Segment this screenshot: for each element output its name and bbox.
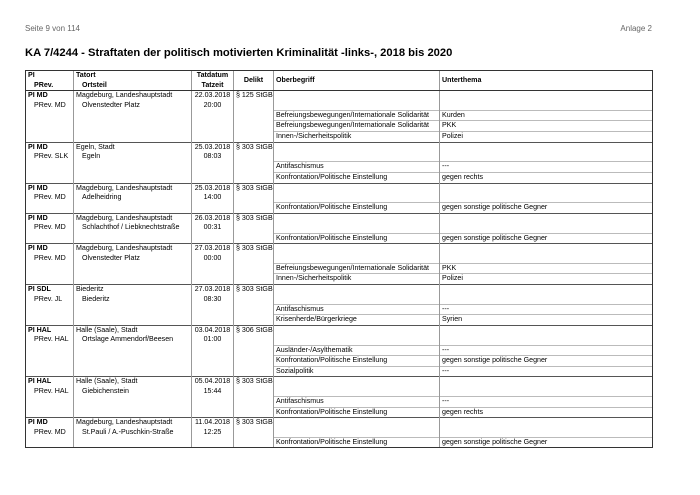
cell-delikt: § 303 StGB <box>234 213 274 223</box>
cell-empty <box>440 428 653 438</box>
cell-tatdatum: 11.04.2018 <box>192 418 234 428</box>
cell-tatzeit: 00:00 <box>192 254 234 264</box>
record-subrow <box>26 387 653 397</box>
cell-unterthema: --- <box>440 162 653 173</box>
cell-unterthema: gegen rechts <box>440 172 653 183</box>
cell-empty <box>192 397 234 408</box>
header-delikt: Delikt <box>234 76 274 86</box>
cell-empty <box>234 223 274 233</box>
cell-empty <box>74 437 192 448</box>
cell-empty <box>440 152 653 162</box>
cell-oberbegriff: Ausländer-/Asylthematik <box>274 345 440 356</box>
cell-unterthema: PKK <box>440 263 653 274</box>
cell-tatzeit: 14:00 <box>192 193 234 203</box>
cell-empty <box>440 377 653 387</box>
cell-tatort: Magdeburg, Landeshauptstadt <box>74 91 192 101</box>
topic-row <box>26 315 653 326</box>
topic-row <box>26 274 653 285</box>
cell-delikt: § 306 StGB <box>234 325 274 335</box>
cell-oberbegriff: Sozialpolitik <box>274 366 440 377</box>
cell-tatdatum: 25.03.2018 <box>192 142 234 152</box>
cell-unterthema: Polizei <box>440 274 653 285</box>
cell-empty <box>26 345 74 356</box>
cell-unterthema: PKK <box>440 121 653 132</box>
topic-row <box>26 437 653 448</box>
cell-oberbegriff: Konfrontation/Politische Einstellung <box>274 233 440 244</box>
record-row <box>26 325 653 335</box>
cell-empty <box>192 315 234 326</box>
cell-tatdatum: 25.03.2018 <box>192 183 234 193</box>
cell-empty <box>192 356 234 367</box>
cell-ortsteil: Adelheidring <box>74 193 192 203</box>
cell-empty <box>274 152 440 162</box>
record-subrow <box>26 193 653 203</box>
cell-empty <box>74 162 192 173</box>
cell-empty <box>26 407 74 418</box>
cell-empty <box>274 428 440 438</box>
cell-tatdatum: 03.04.2018 <box>192 325 234 335</box>
topic-row <box>26 263 653 274</box>
cell-empty <box>74 356 192 367</box>
cell-empty <box>234 193 274 203</box>
cell-empty <box>26 203 74 214</box>
cell-empty <box>74 132 192 143</box>
cell-delikt: § 303 StGB <box>234 377 274 387</box>
cell-empty <box>234 295 274 305</box>
cell-empty <box>74 366 192 377</box>
cell-oberbegriff: Befreiungsbewegungen/Internationale Solidarität <box>274 110 440 121</box>
cell-empty <box>74 304 192 315</box>
cell-empty <box>26 356 74 367</box>
header-pi: PI <box>26 71 74 81</box>
cell-empty <box>192 407 234 418</box>
cell-empty <box>26 304 74 315</box>
cell-prev: PRev. HAL <box>26 387 74 397</box>
cell-delikt: § 303 StGB <box>234 142 274 152</box>
cell-ortsteil: Egeln <box>74 152 192 162</box>
cell-delikt: § 303 StGB <box>234 284 274 294</box>
cell-empty <box>74 345 192 356</box>
topic-row <box>26 203 653 214</box>
cell-unterthema: Kurden <box>440 110 653 121</box>
record-subrow <box>26 335 653 345</box>
header-unterthema: Unterthema <box>440 76 653 86</box>
cell-empty <box>234 172 274 183</box>
cell-empty <box>74 315 192 326</box>
cell-empty <box>26 263 74 274</box>
cell-tatort: Magdeburg, Landeshauptstadt <box>74 244 192 254</box>
cell-pi: PI HAL <box>26 325 74 335</box>
cell-tatdatum: 27.03.2018 <box>192 244 234 254</box>
cell-empty <box>274 295 440 305</box>
cell-empty <box>274 325 440 335</box>
cell-empty <box>26 162 74 173</box>
cell-empty <box>234 132 274 143</box>
cell-prev: PRev. MD <box>26 223 74 233</box>
cell-prev: PRev. JL <box>26 295 74 305</box>
record-row <box>26 91 653 101</box>
cell-empty <box>74 121 192 132</box>
cell-empty <box>274 418 440 428</box>
cell-empty <box>26 437 74 448</box>
header-oberbegriff: Oberbegriff <box>274 76 440 86</box>
cell-ortsteil: Biederitz <box>74 295 192 305</box>
record-row <box>26 213 653 223</box>
cell-prev: PRev. HAL <box>26 335 74 345</box>
cell-empty <box>234 397 274 408</box>
cell-empty <box>274 387 440 397</box>
cell-empty <box>234 387 274 397</box>
cell-tatdatum: 05.04.2018 <box>192 377 234 387</box>
cell-empty <box>74 110 192 121</box>
cell-empty <box>440 91 653 101</box>
cell-empty <box>234 304 274 315</box>
record-subrow <box>26 295 653 305</box>
cell-unterthema: gegen sonstige politische Gegner <box>440 356 653 367</box>
cell-empty <box>274 284 440 294</box>
cell-empty <box>26 172 74 183</box>
topic-row <box>26 397 653 408</box>
record-row <box>26 244 653 254</box>
cell-tatort: Halle (Saale), Stadt <box>74 377 192 387</box>
cell-empty <box>74 263 192 274</box>
cell-ortsteil: Schlachthof / Liebknechtstraße <box>74 223 192 233</box>
cell-tatzeit: 15:44 <box>192 387 234 397</box>
cell-tatort: Halle (Saale), Stadt <box>74 325 192 335</box>
cell-empty <box>74 203 192 214</box>
cell-empty <box>234 110 274 121</box>
cell-empty <box>26 121 74 132</box>
cell-pi: PI MD <box>26 91 74 101</box>
cell-empty <box>274 223 440 233</box>
cell-empty <box>26 315 74 326</box>
record-row <box>26 183 653 193</box>
cell-unterthema: --- <box>440 345 653 356</box>
cell-empty <box>440 387 653 397</box>
cell-empty <box>440 284 653 294</box>
record-subrow <box>26 101 653 111</box>
cell-tatzeit: 08:03 <box>192 152 234 162</box>
cell-empty <box>192 345 234 356</box>
cell-empty <box>234 315 274 326</box>
cell-empty <box>234 356 274 367</box>
cell-empty <box>440 213 653 223</box>
cell-empty <box>440 254 653 264</box>
cell-empty <box>234 101 274 111</box>
cell-empty <box>440 183 653 193</box>
cell-tatdatum: 22.03.2018 <box>192 91 234 101</box>
topic-row <box>26 304 653 315</box>
cell-empty <box>26 366 74 377</box>
cell-empty <box>274 193 440 203</box>
cell-tatzeit: 00:31 <box>192 223 234 233</box>
cell-unterthema: --- <box>440 366 653 377</box>
cell-tatzeit: 12:25 <box>192 428 234 438</box>
cell-empty <box>192 274 234 285</box>
cell-ortsteil: Giebichenstein <box>74 387 192 397</box>
cell-empty <box>192 233 234 244</box>
cell-oberbegriff: Innen-/Sicherheitspolitik <box>274 274 440 285</box>
record-subrow <box>26 428 653 438</box>
cell-oberbegriff: Konfrontation/Politische Einstellung <box>274 172 440 183</box>
cell-empty <box>234 437 274 448</box>
cell-empty <box>440 325 653 335</box>
cell-prev: PRev. MD <box>26 428 74 438</box>
cell-oberbegriff: Krisenherde/Bürgerkriege <box>274 315 440 326</box>
cell-empty <box>274 213 440 223</box>
cell-oberbegriff: Innen-/Sicherheitspolitik <box>274 132 440 143</box>
cell-ortsteil: Ortslage Ammendorf/Beesen <box>74 335 192 345</box>
topic-row <box>26 356 653 367</box>
cell-empty <box>274 91 440 101</box>
cell-empty <box>26 110 74 121</box>
header-row-2 <box>26 81 653 91</box>
cell-empty <box>234 345 274 356</box>
cell-empty <box>234 274 274 285</box>
record-subrow <box>26 254 653 264</box>
cell-empty <box>274 254 440 264</box>
cell-empty <box>74 172 192 183</box>
cell-empty <box>274 335 440 345</box>
cell-empty <box>74 407 192 418</box>
cell-empty <box>192 121 234 132</box>
cell-unterthema: gegen sonstige politische Gegner <box>440 233 653 244</box>
document-title: KA 7/4244 - Straftaten der politisch motivierten Kriminalität -links-, 2018 bis 2020 <box>25 47 453 59</box>
cell-empty <box>234 366 274 377</box>
cell-empty <box>26 397 74 408</box>
header-prev: PRev. <box>26 81 74 91</box>
cell-tatort: Magdeburg, Landeshauptstadt <box>74 183 192 193</box>
cell-empty <box>234 263 274 274</box>
cell-empty <box>274 244 440 254</box>
topic-row <box>26 233 653 244</box>
cell-pi: PI MD <box>26 142 74 152</box>
cell-unterthema: gegen sonstige politische Gegner <box>440 437 653 448</box>
cell-empty <box>234 335 274 345</box>
cell-oberbegriff: Konfrontation/Politische Einstellung <box>274 203 440 214</box>
cell-empty <box>26 274 74 285</box>
header-tatort: Tatort <box>74 71 192 81</box>
cell-empty <box>192 437 234 448</box>
cell-empty <box>274 142 440 152</box>
cell-delikt: § 303 StGB <box>234 183 274 193</box>
cell-prev: PRev. MD <box>26 193 74 203</box>
cell-oberbegriff: Konfrontation/Politische Einstellung <box>274 437 440 448</box>
topic-row <box>26 407 653 418</box>
cell-delikt: § 303 StGB <box>234 418 274 428</box>
cell-pi: PI SDL <box>26 284 74 294</box>
cell-oberbegriff: Antifaschismus <box>274 304 440 315</box>
topic-row <box>26 345 653 356</box>
cell-unterthema: --- <box>440 304 653 315</box>
cell-unterthema: Polizei <box>440 132 653 143</box>
cell-empty <box>440 295 653 305</box>
cell-empty <box>74 274 192 285</box>
offense-table <box>25 70 653 448</box>
cell-empty <box>192 162 234 173</box>
annex-label: Anlage 2 <box>620 24 652 33</box>
cell-delikt: § 125 StGB <box>234 91 274 101</box>
cell-unterthema: Syrien <box>440 315 653 326</box>
cell-oberbegriff: Befreiungsbewegungen/Internationale Solidarität <box>274 121 440 132</box>
cell-empty <box>192 304 234 315</box>
cell-ortsteil: St.Pauli / A.-Puschkin-Straße <box>74 428 192 438</box>
record-row <box>26 377 653 387</box>
cell-empty <box>234 203 274 214</box>
cell-prev: PRev. SLK <box>26 152 74 162</box>
cell-prev: PRev. MD <box>26 101 74 111</box>
cell-empty <box>192 132 234 143</box>
cell-tatort: Egeln, Stadt <box>74 142 192 152</box>
cell-oberbegriff: Konfrontation/Politische Einstellung <box>274 407 440 418</box>
cell-empty <box>234 162 274 173</box>
cell-tatzeit: 08:30 <box>192 295 234 305</box>
cell-pi: PI MD <box>26 244 74 254</box>
cell-pi: PI MD <box>26 418 74 428</box>
cell-tatzeit: 20:00 <box>192 101 234 111</box>
cell-empty <box>74 397 192 408</box>
topic-row <box>26 172 653 183</box>
header-tatdatum: Tatdatum <box>192 71 234 81</box>
cell-empty <box>274 101 440 111</box>
page-number: Seite 9 von 114 <box>25 24 81 33</box>
cell-delikt: § 303 StGB <box>234 244 274 254</box>
record-row <box>26 418 653 428</box>
cell-empty <box>440 101 653 111</box>
cell-tatzeit: 01:00 <box>192 335 234 345</box>
header-tatzeit: Tatzeit <box>192 81 234 91</box>
record-row <box>26 284 653 294</box>
topic-row <box>26 132 653 143</box>
cell-unterthema: --- <box>440 397 653 408</box>
cell-tatort: Magdeburg, Landeshauptstadt <box>74 213 192 223</box>
cell-empty <box>440 223 653 233</box>
topic-row <box>26 110 653 121</box>
cell-empty <box>234 233 274 244</box>
cell-empty <box>274 377 440 387</box>
topic-row <box>26 121 653 132</box>
record-subrow <box>26 152 653 162</box>
cell-empty <box>192 366 234 377</box>
cell-empty <box>440 193 653 203</box>
topic-row <box>26 162 653 173</box>
cell-tatdatum: 27.03.2018 <box>192 284 234 294</box>
cell-pi: PI MD <box>26 183 74 193</box>
cell-empty <box>192 203 234 214</box>
cell-empty <box>440 418 653 428</box>
cell-ortsteil: Olvenstedter Platz <box>74 101 192 111</box>
cell-unterthema: gegen sonstige politische Gegner <box>440 203 653 214</box>
record-row <box>26 142 653 152</box>
cell-empty <box>26 132 74 143</box>
cell-ortsteil: Olvenstedter Platz <box>74 254 192 264</box>
cell-empty <box>192 110 234 121</box>
cell-empty <box>234 428 274 438</box>
cell-unterthema: gegen rechts <box>440 407 653 418</box>
cell-tatort: Biederitz <box>74 284 192 294</box>
cell-oberbegriff: Antifaschismus <box>274 397 440 408</box>
cell-empty <box>234 152 274 162</box>
header-ortsteil: Ortsteil <box>74 81 192 91</box>
cell-empty <box>74 233 192 244</box>
cell-empty <box>192 172 234 183</box>
cell-empty <box>26 233 74 244</box>
cell-oberbegriff: Befreiungsbewegungen/Internationale Solidarität <box>274 263 440 274</box>
cell-tatdatum: 26.03.2018 <box>192 213 234 223</box>
cell-pi: PI MD <box>26 213 74 223</box>
record-subrow <box>26 223 653 233</box>
cell-empty <box>274 183 440 193</box>
topic-row <box>26 366 653 377</box>
cell-empty <box>440 244 653 254</box>
cell-empty <box>192 263 234 274</box>
cell-prev: PRev. MD <box>26 254 74 264</box>
cell-pi: PI HAL <box>26 377 74 387</box>
cell-oberbegriff: Konfrontation/Politische Einstellung <box>274 356 440 367</box>
cell-empty <box>440 142 653 152</box>
cell-empty <box>234 121 274 132</box>
cell-tatort: Magdeburg, Landeshauptstadt <box>74 418 192 428</box>
cell-oberbegriff: Antifaschismus <box>274 162 440 173</box>
cell-empty <box>440 335 653 345</box>
cell-empty <box>234 407 274 418</box>
cell-empty <box>234 254 274 264</box>
